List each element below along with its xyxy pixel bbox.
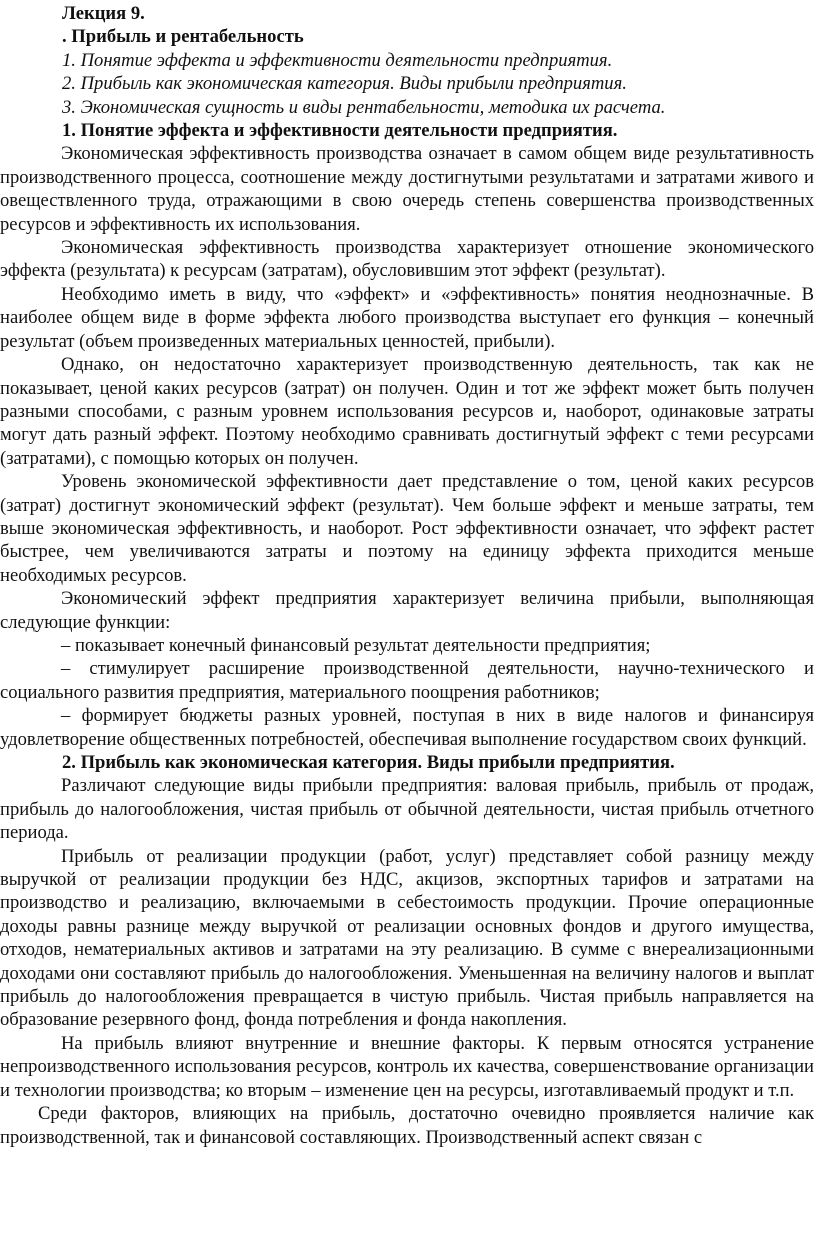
paragraph: Прибыль от реализации продукции (работ, услуг) представляет собой разницу между выручкой от реализации продукции без НДС, акцизов, экспортных тарифов и затратами на производство и реализацию, включаемыми в себестоимость продукции. Прочие операционные доходы равны разнице между выручкой от реализации основных фондов и другого имущества, отходов, нематериальных активов и затратами на эту реализацию. В сумме с внереализационными доходами они составляют прибыль до налогообложения. Уменьшенная на величину налогов и выплат прибыль до налогообложения превращается в чистую прибыль. Чистая прибыль направляется на образование резервного фонд, фонда потребления и фонда накопления. <box>0 845 814 1031</box>
paragraph: Уровень экономической эффективности дает представление о том, ценой каких ресурсов (затрат) достигнут экономический эффект (результат). Чем больше эффект и меньше затраты, тем выше экономическая эффективность, и наоборот. Рост эффективности означает, что эффект растет быстрее, чем увеличиваются затраты и поэтому на единицу эффекта приходится меньше необходимых ресурсов. <box>0 471 814 586</box>
section-heading: 1. Понятие эффекта и эффективности деятельности предприятия. <box>62 120 618 142</box>
paragraph: Среди факторов, влияющих на прибыль, достаточно очевидно проявляется наличие как производственной, так и финансовой составляющих. Производственный аспект связан с <box>0 1103 814 1148</box>
lecture-number: Лекция 9. <box>62 3 145 24</box>
plan-item: 2. Прибыль как экономическая категория. Виды прибыли предприятия. <box>62 73 627 95</box>
lecture-plan <box>0 49 814 119</box>
paragraph: Экономический эффект предприятия характеризует величина прибыли, выполняющая следующие функции: <box>0 588 814 633</box>
plan-item: 3. Экономическая сущность и виды рентабельности, методика их расчета. <box>62 96 666 118</box>
plan-item: 1. Понятие эффекта и эффективности деятельности предприятия. <box>62 49 613 71</box>
list-item: – формирует бюджеты разных уровней, поступая в них в виде налогов и финансируя удовлетворение общественных потребностей, обеспечивая выполнение государством своих функций. <box>0 705 814 750</box>
list-item: – показывает конечный финансовый результат деятельности предприятия; <box>61 634 651 656</box>
paragraph: Экономическая эффективность производства означает в самом общем виде результативность производственного процесса, соотношение между достигнутыми результатами и затратами живого и овеществленного труда, отражающими в свою очередь степень совершенства производственных ресурсов и эффективность их использования. <box>0 143 814 235</box>
paragraph: Однако, он недостаточно характеризует производственную деятельность, так как не показывает, ценой каких ресурсов (затрат) он получен. Один и тот же эффект может быть получен разными способами, с разным уровнем использования ресурсов и, наоборот, одинаковые затраты могут дать разный эффект. Поэтому необходимо сравнивать достигнутый эффект с теми ресурсами (затратами), с помощью которых он получен. <box>0 354 814 469</box>
lecture-topic: . Прибыль и рентабельность <box>62 26 304 48</box>
paragraph: Экономическая эффективность производства характеризует отношение экономического эффекта (результата) к ресурсам (затратам), обусловившим этот эффект (результат). <box>0 237 814 282</box>
paragraph: Различают следующие виды прибыли предприятия: валовая прибыль, прибыль от продаж, прибыль до налогообложения, чистая прибыль от обычной деятельности, чистая прибыль отчетного периода. <box>0 775 814 844</box>
paragraph: Необходимо иметь в виду, что «эффект» и «эффективность» понятия неоднозначные. В наиболее общем виде в форме эффекта любого производства выступает его функция – конечный результат (объем произведенных материальных ценностей, прибыли). <box>0 283 814 352</box>
list-item: – стимулирует расширение производственной деятельности, научно-технического и социального развития предприятия, материального поощрения работников; <box>0 658 814 703</box>
section-heading: 2. Прибыль как экономическая категория. Виды прибыли предприятия. <box>62 752 675 773</box>
paragraph: На прибыль влияют внутренние и внешние факторы. К первым относятся устранение непроизводственного использования ресурсов, контроль их качества, совершенствование организации и технологии производства; ко вторым – изменение цен на ресурсы, изготавливаемый продукт и т.п. <box>0 1032 814 1101</box>
lecture-text <box>0 2 814 1149</box>
